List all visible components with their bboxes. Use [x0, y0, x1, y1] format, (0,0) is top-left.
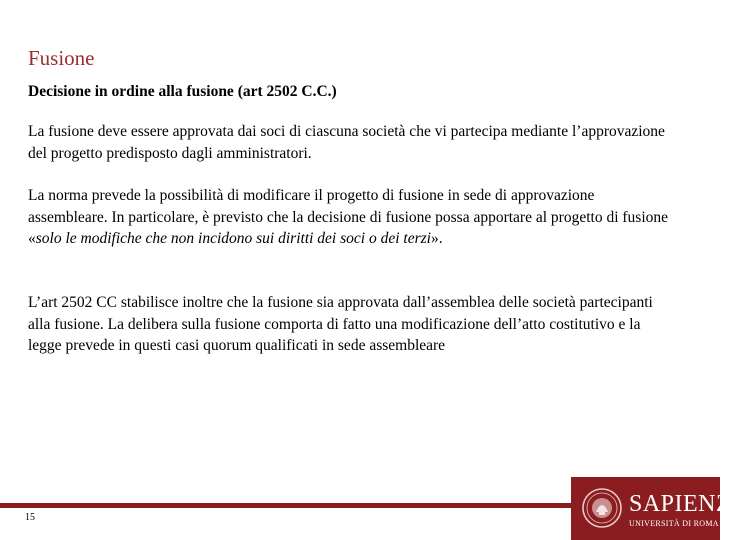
slide-title: Fusione: [28, 46, 95, 70]
logo-name: SAPIENZA: [629, 491, 749, 517]
page-number: 15: [25, 512, 35, 523]
logo-subtitle: UNIVERSITÀ DI ROMA: [629, 519, 719, 528]
footer-bar: [0, 503, 572, 508]
university-seal-icon: [580, 484, 624, 532]
paragraph-quorum: L’art 2502 CC stabilisce inoltre che la fusione sia approvata dall’assemblea delle società partecipanti alla fusione. La delibera sulla fusione comporta di fatto una modificazione dell’atto costitutivo e la legge prevede in questi casi quorum qualificati in sede assembleare: [28, 294, 653, 354]
paragraph-modifications-text: La norma prevede la possibilità di modificare il progetto di fusione in sede di approvazione assembleare. In particolare, è previsto che la decisione di fusione possa apportare al progetto di fusione «: [28, 187, 669, 247]
university-logo: [571, 477, 749, 540]
paragraph-modifications-end: ».: [430, 230, 443, 247]
quote-italic: solo le modifiche che non incidono sui diritti dei soci o dei terzi: [35, 230, 431, 247]
paragraph-modifications: [28, 185, 668, 250]
slide-subtitle: Decisione in ordine alla fusione (art 2502 C.C.): [28, 83, 337, 100]
paragraph-approval: La fusione deve essere approvata dai soci di ciascuna società che vi partecipa mediante l’approvazione del progetto predisposto dagli amministratori.: [28, 123, 665, 162]
